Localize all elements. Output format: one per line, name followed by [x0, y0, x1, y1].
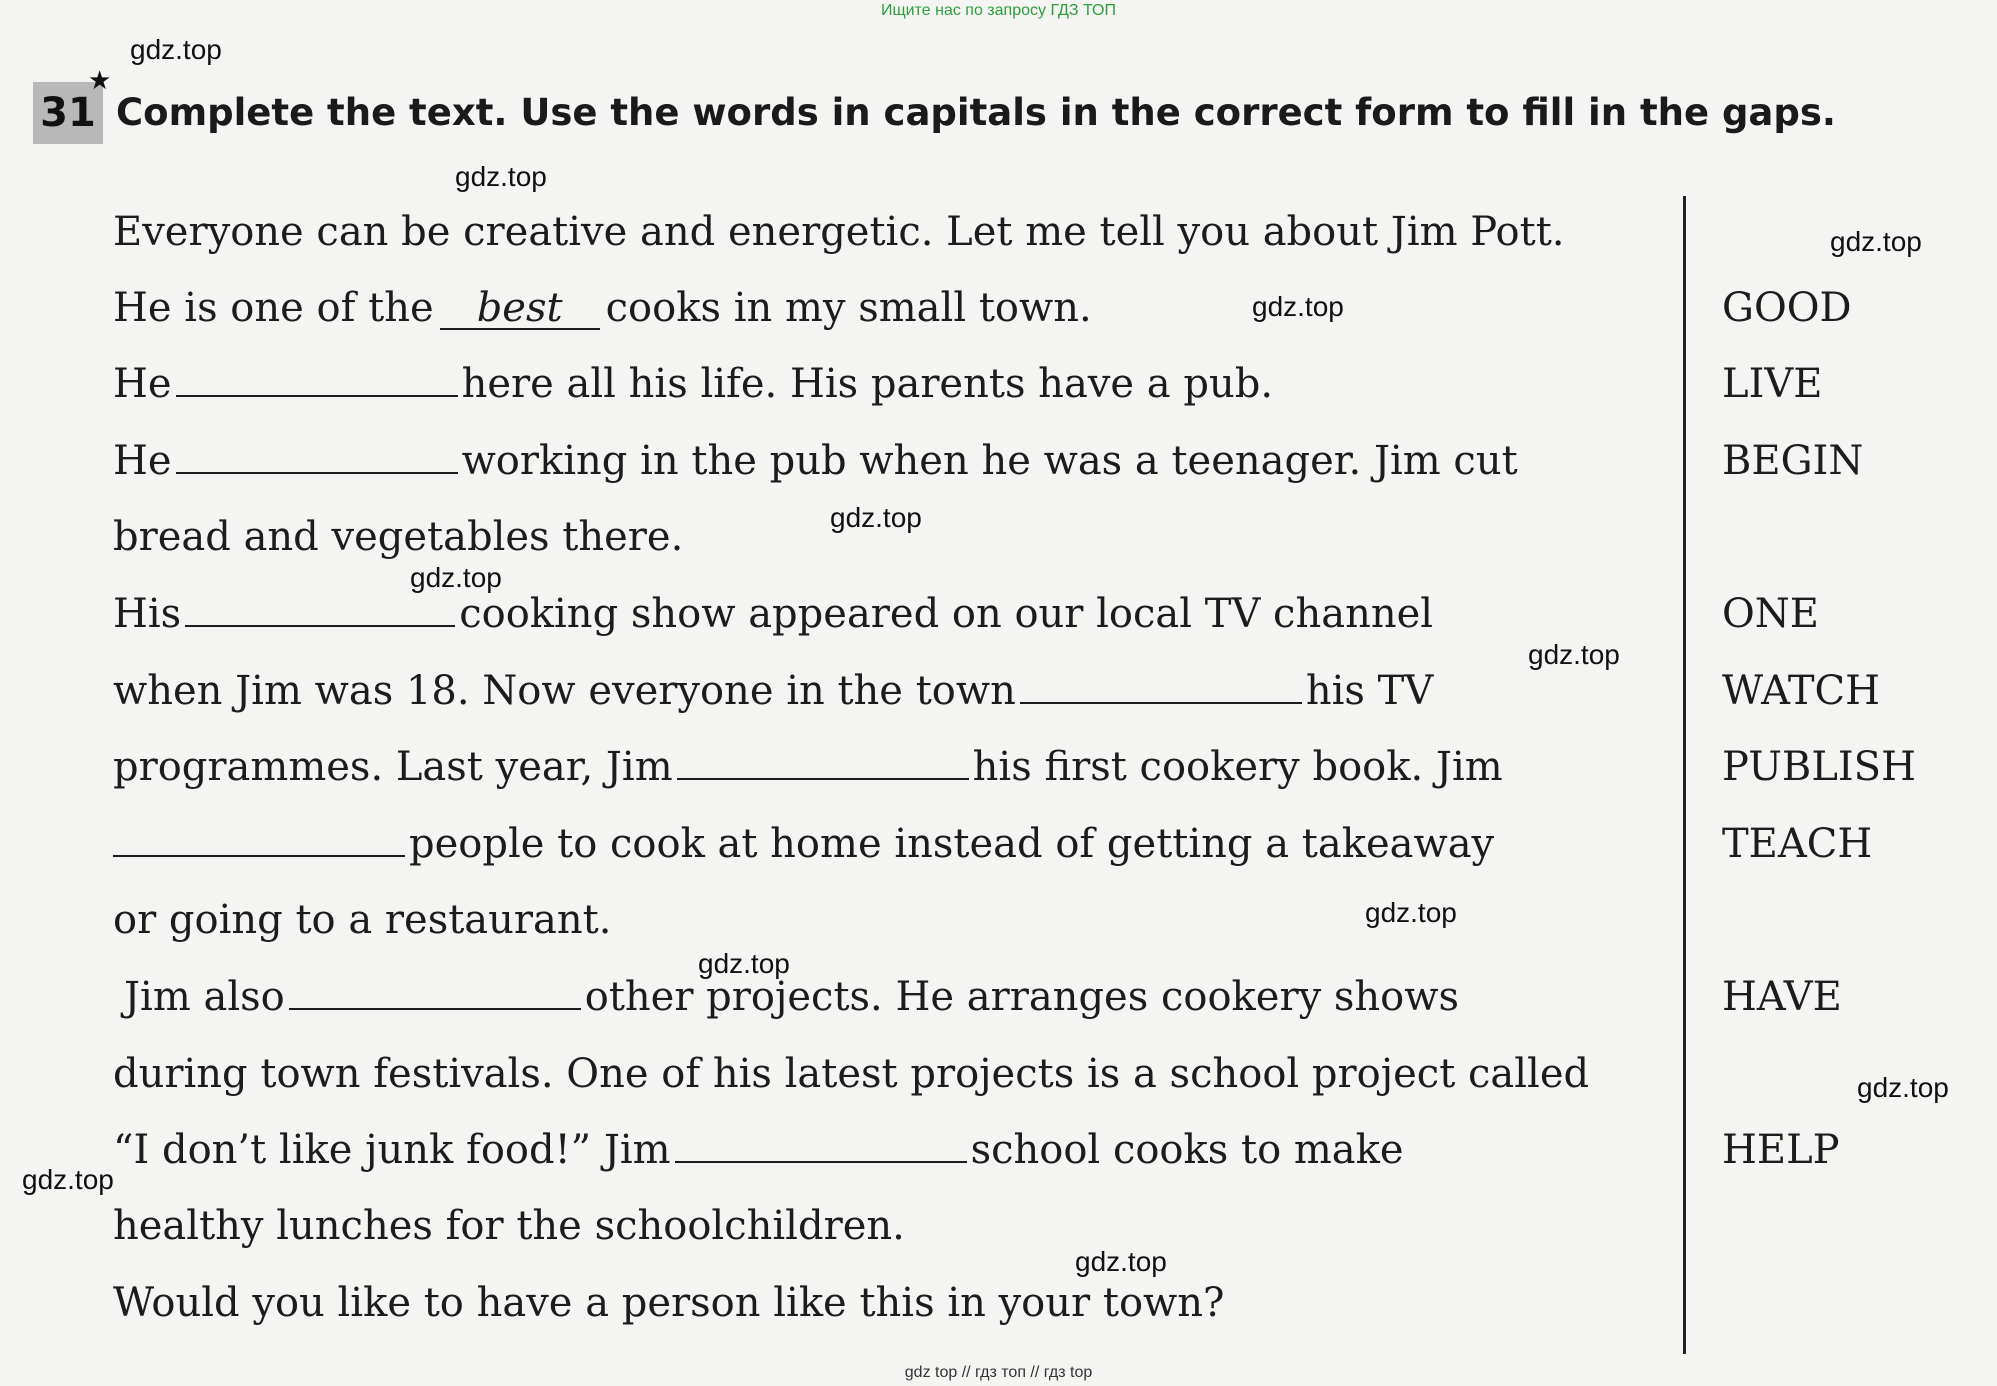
text-fragment: “I don’t like junk food!” Jim — [113, 1127, 671, 1173]
exercise-header — [30, 66, 1970, 142]
watermark: gdz.top — [455, 161, 547, 192]
text-line — [113, 818, 1494, 870]
keyword-begin: BEGIN — [1722, 438, 1864, 484]
text-fragment: His — [113, 591, 182, 637]
watermark: gdz.top — [1528, 639, 1620, 670]
answer-blank[interactable] — [176, 438, 458, 474]
filled-answer: best — [440, 288, 600, 330]
watermark: gdz.top — [22, 1164, 114, 1195]
text-line — [113, 1048, 1589, 1100]
answer-blank[interactable] — [176, 361, 458, 397]
text-fragment: his TV — [1305, 668, 1434, 714]
text-line — [113, 358, 1273, 410]
bottom-banner: gdz top // гдз топ // гдз top — [904, 1364, 1093, 1381]
top-banner: Ищите нас по запросу ГДЗ ТОП — [881, 2, 1116, 19]
keyword-teach: TEACH — [1722, 821, 1873, 867]
watermark: gdz.top — [830, 502, 922, 533]
text-fragment: cooks in my small town. — [605, 285, 1092, 331]
text-line — [113, 588, 1433, 640]
keyword-live: LIVE — [1722, 361, 1823, 407]
text-fragment: school cooks to make — [970, 1127, 1404, 1173]
text-fragment: healthy lunches for the schoolchildren. — [113, 1203, 905, 1249]
instruction-heading: Complete the text. Use the words in capitals in the correct form to fill in the gaps. — [116, 91, 1836, 134]
watermark: gdz.top — [1857, 1072, 1949, 1103]
text-line — [113, 206, 1565, 258]
text-line — [113, 1124, 1404, 1176]
text-fragment: other projects. He arranges cookery shows — [584, 974, 1460, 1020]
text-fragment: cooking show appeared on our local TV channel — [459, 591, 1434, 637]
watermark: gdz.top — [698, 948, 790, 979]
column-divider — [1683, 196, 1686, 1354]
text-fragment: Jim also — [124, 974, 285, 1020]
keyword-have: HAVE — [1722, 974, 1842, 1020]
text-line — [124, 971, 1459, 1023]
text-fragment: working in the pub when he was a teenager. Jim cut — [461, 438, 1518, 484]
text-fragment: or going to a restaurant. — [113, 897, 612, 943]
text-fragment: Would you like to have a person like this in your town? — [113, 1280, 1225, 1326]
watermark: gdz.top — [1365, 897, 1457, 928]
watermark: gdz.top — [1830, 226, 1922, 257]
text-fragment: He — [113, 438, 172, 484]
text-fragment: programmes. Last year, Jim — [113, 744, 673, 790]
watermark: gdz.top — [410, 562, 502, 593]
text-fragment: people to cook at home instead of getting a takeaway — [409, 821, 1495, 867]
text-fragment: bread and vegetables there. — [113, 514, 684, 560]
keyword-one: ONE — [1722, 591, 1819, 637]
text-line — [113, 1200, 905, 1252]
watermark: gdz.top — [130, 34, 222, 65]
keyword-publish: PUBLISH — [1722, 744, 1916, 790]
text-fragment: during town festivals. One of his latest projects is a school project called — [113, 1051, 1590, 1097]
keyword-good: GOOD — [1722, 285, 1852, 331]
answer-blank[interactable] — [675, 1127, 967, 1163]
text-line — [113, 1277, 1224, 1329]
keyword-help: HELP — [1722, 1127, 1840, 1173]
exercise-number: 31 — [33, 82, 103, 144]
text-line — [113, 741, 1503, 793]
text-fragment: when Jim was 18. Now everyone in the town — [113, 668, 1016, 714]
answer-blank[interactable] — [113, 821, 405, 857]
answer-blank[interactable] — [289, 974, 581, 1010]
answer-blank[interactable] — [1020, 668, 1302, 704]
text-fragment: Everyone can be creative and energetic. Let me tell you about Jim Pott. — [113, 209, 1565, 255]
keyword-watch: WATCH — [1722, 668, 1880, 714]
text-fragment: He is one of the — [113, 285, 434, 331]
star-icon: ★ — [88, 66, 112, 96]
text-line — [113, 511, 683, 563]
text-line — [113, 435, 1518, 487]
text-line — [113, 282, 1092, 334]
text-fragment: here all his life. His parents have a pub. — [461, 361, 1274, 407]
text-line — [113, 665, 1433, 717]
text-line — [113, 894, 611, 946]
answer-blank[interactable] — [677, 744, 969, 780]
answer-blank[interactable] — [185, 591, 455, 627]
text-fragment: his first cookery book. Jim — [972, 744, 1503, 790]
text-fragment: He — [113, 361, 172, 407]
watermark: gdz.top — [1075, 1246, 1167, 1277]
watermark: gdz.top — [1252, 291, 1344, 322]
